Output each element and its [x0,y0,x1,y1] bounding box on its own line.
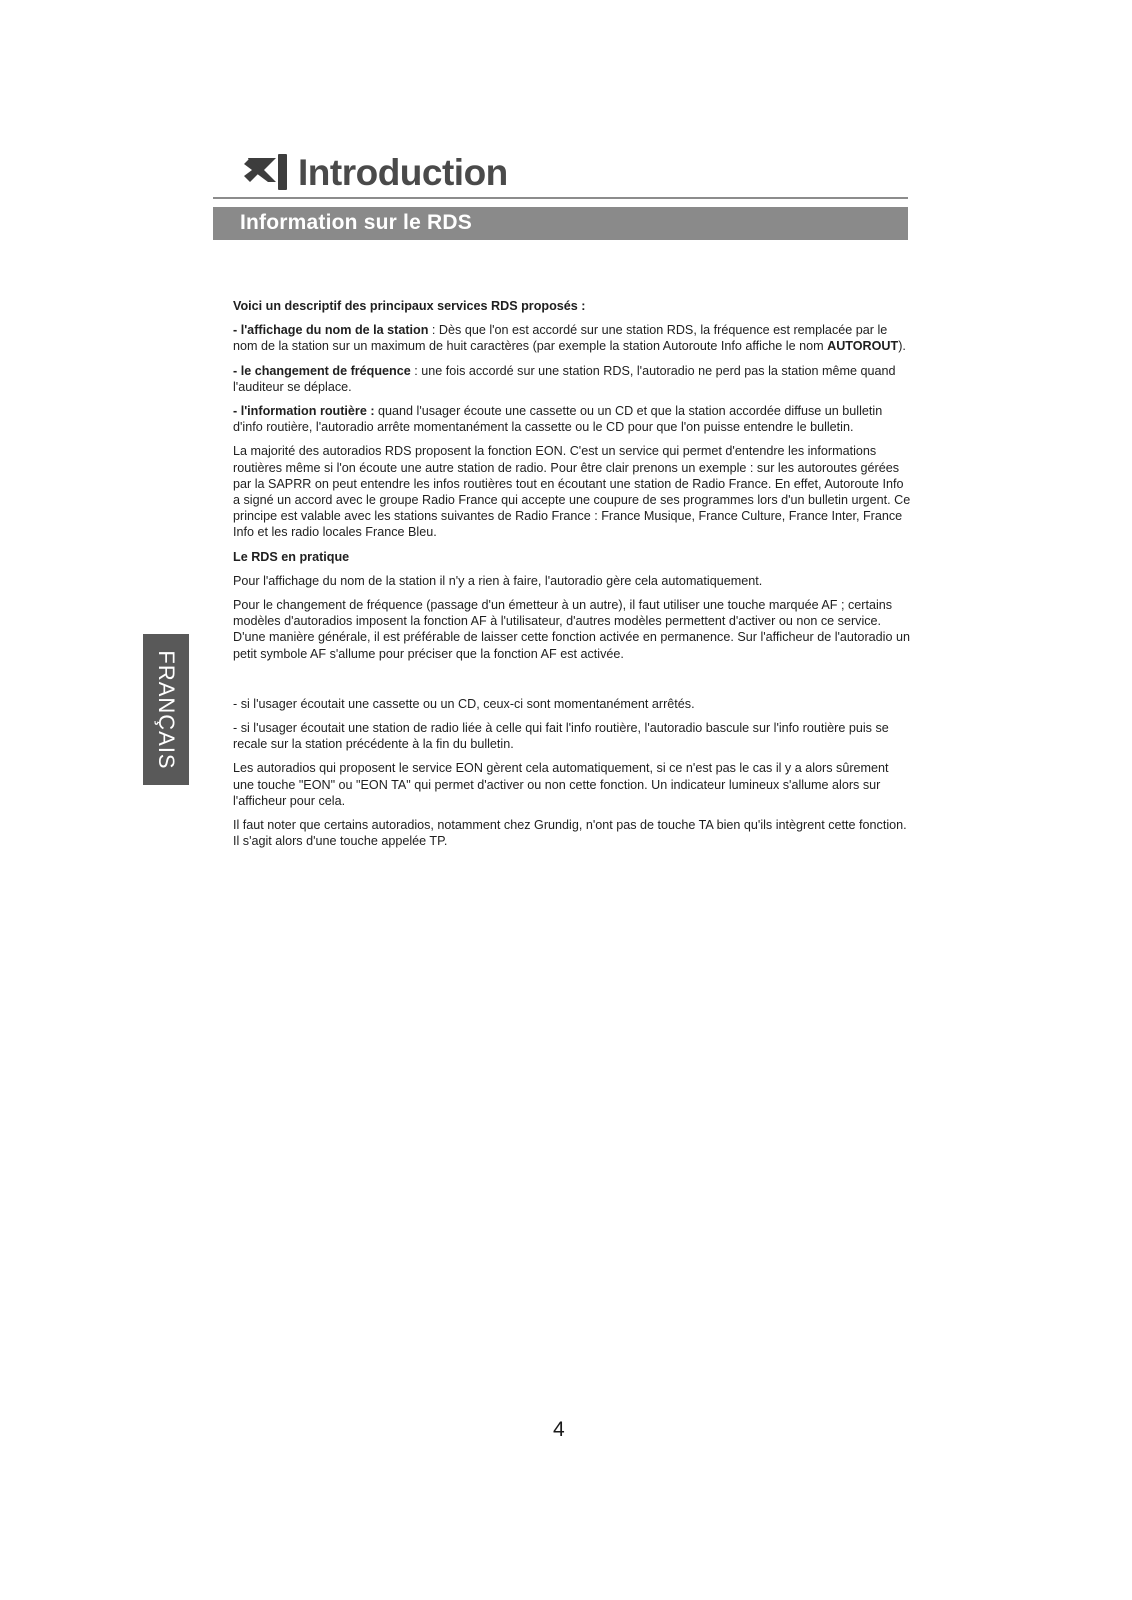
eon-paragraph: La majorité des autoradios RDS proposent la fonction EON. C'est un service qui permet d'entendre les informations routières même si l'on écoute une autre station de radio. Pour être clair prenons un exemple : sur les autoroutes gérées par la SAPRR on peut entendre les infos routières tout en écoutant une station de Radio France. En effet, Autoroute Info a signé un accord avec le groupe Radio France qui accepte une coupure de ses programmes lors d'un bulletin urgent. Ce principe est valable avec les stations suivantes de Radio France : France Musique, France Culture, France Inter, France Info et les radio locales France Bleu. [233,444,911,540]
intro-header [242,152,508,192]
grundig-note: Il faut noter que certains autoradios, notamment chez Grundig, n'ont pas de touche TA bien qu'ils intègrent cette fonction. Il s'agit alors d'une touche appelée TP. [233,818,907,849]
practice-paragraph: Pour l'affichage du nom de la station il n'y a rien à faire, l'autoradio gère cela automatiquement. [233,573,763,588]
service-term: - l'information routière : [233,404,375,419]
rds-service-item [233,363,911,395]
eon-behavior-item: - si l'usager écoutait une cassette ou un CD, ceux-ci sont momentanément arrêtés. [233,696,695,711]
service-text: : Dès que l'on est accordé sur une station RDS, la fréquence est remplacée par le nom de la station sur un maximum de huit caractères (par exemple la station Autoroute Info affiche le nom [233,323,888,354]
section-title-bar [213,207,908,240]
page-number: 4 [553,1418,565,1441]
service-term: - le changement de fréquence [233,363,411,378]
section-title: Information sur le RDS [240,211,472,234]
service-text-end: ). [898,339,906,354]
service-text: quand l'usager écoute une cassette ou un CD et que la station accordée diffuse un bulletin d'info routière, l'autoradio arrête momentanément la cassette ou le CD pour que l'on puisse entendre le bulletin. [233,404,883,435]
body-content [233,298,911,857]
rds-service-item [233,322,911,354]
language-tab [143,634,189,785]
practice-subheading: Le RDS en pratique [233,549,350,564]
title-divider [213,197,908,199]
service-term: - l'affichage du nom de la station [233,323,429,338]
eon-behavior-item: - si l'usager écoutait une station de radio liée à celle qui fait l'info routière, l'autoradio bascule sur l'info routière puis se recale sur la station précédente à la fin du bulletin. [233,721,889,752]
section-marker-icon [242,152,290,192]
service-text: : une fois accordé sur une station RDS, l'autoradio ne perd pas la station même quand l'auditeur se déplace. [233,363,896,394]
service-example: AUTOROUT [827,339,899,354]
rds-service-item [233,403,911,435]
eon-button-paragraph: Les autoradios qui proposent le service EON gèrent cela automatiquement, si ce n'est pas le cas il y a alors sûrement une touche "EON" ou "EON TA" qui permet d'activer ou non cette fonction. Un indicateur lumineux s'allume alors sur l'afficheur pour cela. [233,761,889,808]
page-title: Introduction [298,151,508,193]
spacer [233,670,911,696]
language-tab-label: FRANÇAIS [154,649,179,770]
practice-paragraph: Pour le changement de fréquence (passage d'un émetteur à un autre), il faut utiliser une touche marquée AF ; certains modèles d'autoradios imposent la fonction AF à l'utilisateur, d'autres modèles permettent d'activer ou non ce service. D'une manière générale, il est préférable de laisser cette fonction activée en permanence. Sur l'afficheur de l'autoradio un petit symbole AF s'allume pour préciser que la fonction AF est activée. [233,598,910,661]
intro-line: Voici un descriptif des principaux services RDS proposés : [233,299,586,313]
